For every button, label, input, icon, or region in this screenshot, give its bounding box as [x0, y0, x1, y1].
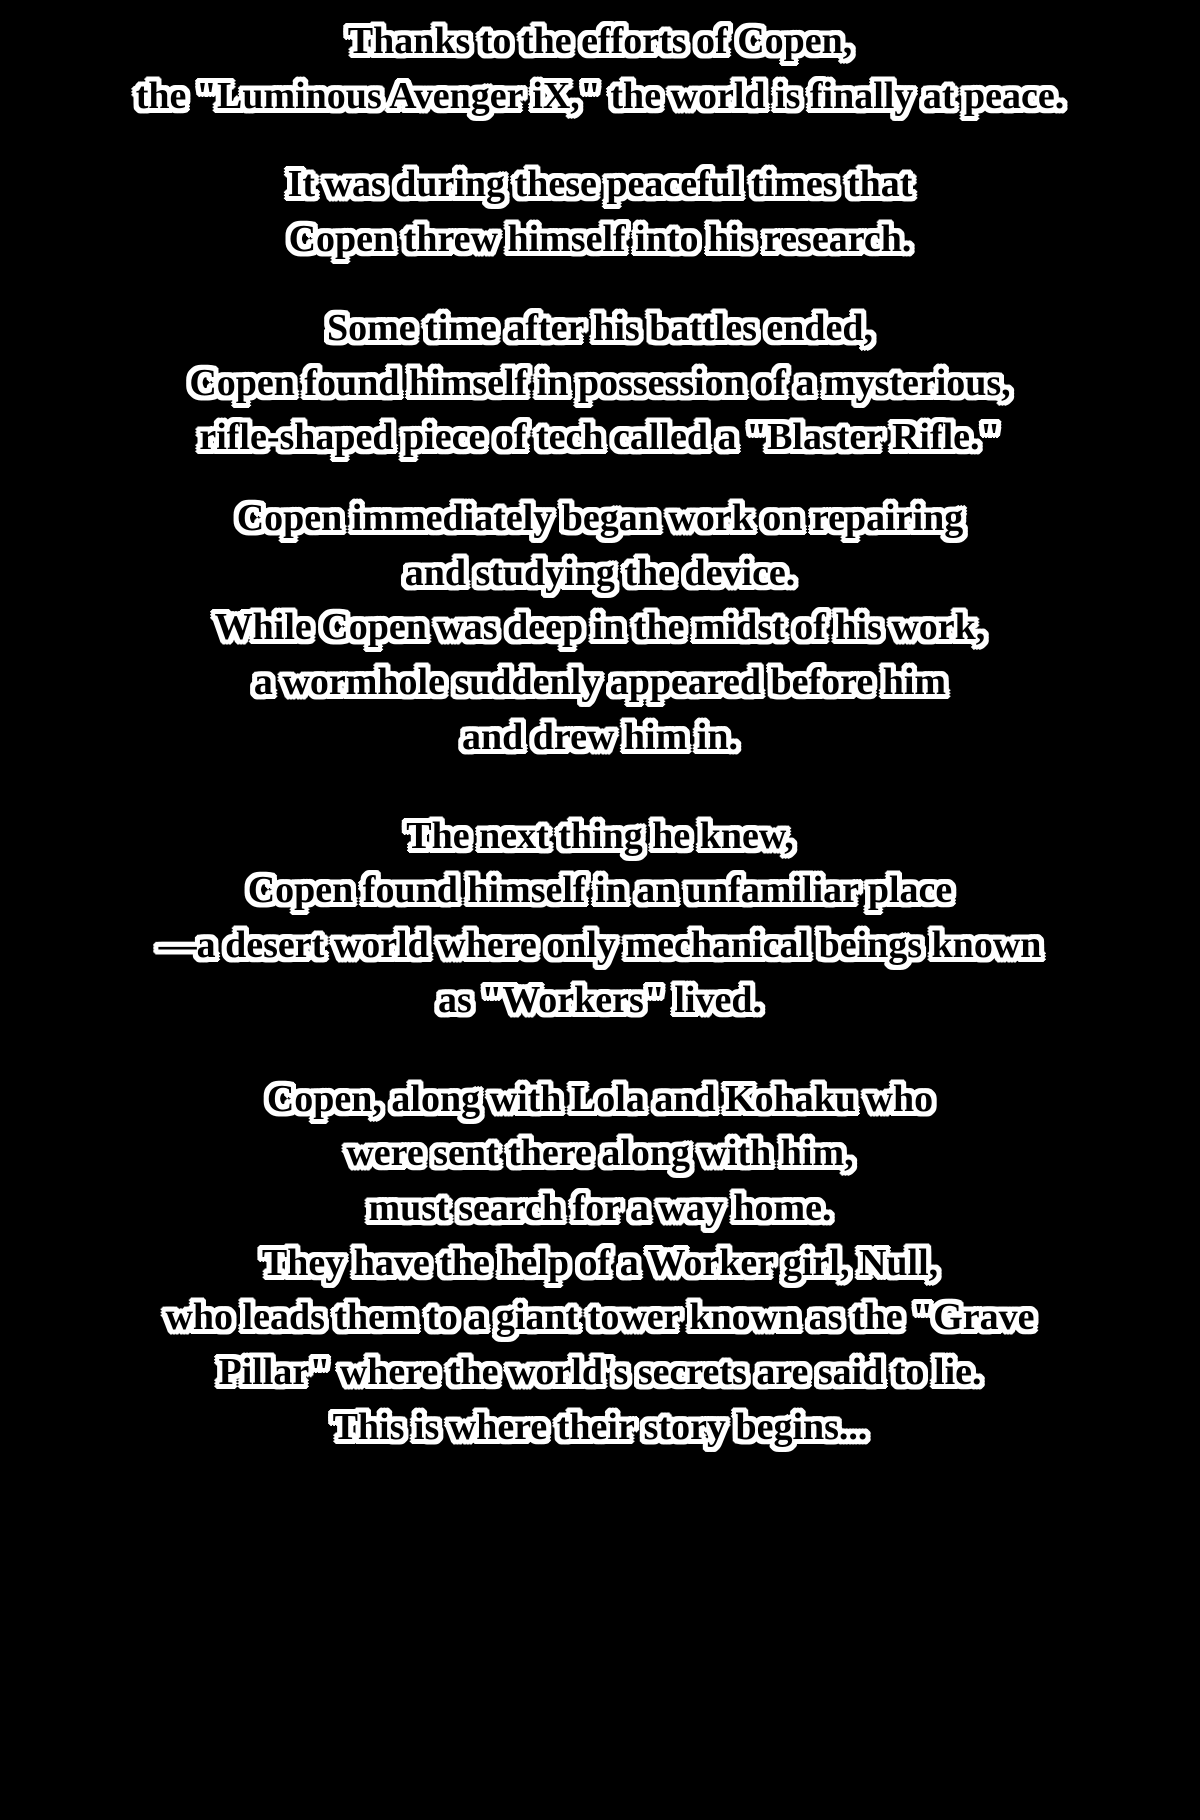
story-line: Copen, along with Lola and Kohaku who	[266, 1077, 934, 1120]
story-line: It was during these peaceful times that	[287, 163, 913, 206]
story-paragraph-4	[0, 491, 1200, 765]
story-line: Pillar" where the world's secrets are said to lie.	[218, 1351, 982, 1394]
story-line: must search for a way home.	[368, 1186, 832, 1229]
story-paragraph-6	[0, 1072, 1200, 1455]
story-line: and studying the device.	[404, 551, 796, 594]
story-line: Thanks to the efforts of Copen,	[347, 20, 853, 62]
story-line: Some time after his battles ended,	[326, 306, 873, 349]
story-line: the "Luminous Avenger iX," the world is finally at peace.	[135, 74, 1065, 117]
story-paragraph-1	[0, 14, 1200, 123]
story-line: Copen found himself in an unfamiliar place	[247, 869, 953, 912]
story-paragraph-5	[0, 809, 1200, 1028]
story-line: —a desert world where only mechanical beings known	[158, 924, 1042, 967]
story-line: The next thing he knew,	[406, 814, 794, 857]
story-line: and drew him in.	[462, 715, 738, 758]
story-line: While Copen was deep in the midst of his work,	[214, 606, 986, 649]
story-line: Copen found himself in possession of a mysterious,	[189, 361, 1011, 404]
story-line: Copen threw himself into his research.	[288, 218, 912, 261]
story-line: as "Workers" lived.	[437, 978, 763, 1021]
story-line: a wormhole suddenly appeared before him	[253, 661, 947, 704]
story-paragraph-2	[0, 157, 1200, 266]
story-line: who leads them to a giant tower known as the "Grave	[165, 1296, 1035, 1339]
story-line: This is where their story begins...	[332, 1405, 868, 1448]
story-paragraph-3	[0, 301, 1200, 465]
story-line: Copen immediately began work on repairing	[236, 497, 964, 540]
story-line: rifle-shaped piece of tech called a "Blaster Rifle."	[199, 416, 1001, 459]
story-line: They have the help of a Worker girl, Null,	[261, 1241, 939, 1284]
story-line: were sent there along with him,	[346, 1132, 854, 1175]
